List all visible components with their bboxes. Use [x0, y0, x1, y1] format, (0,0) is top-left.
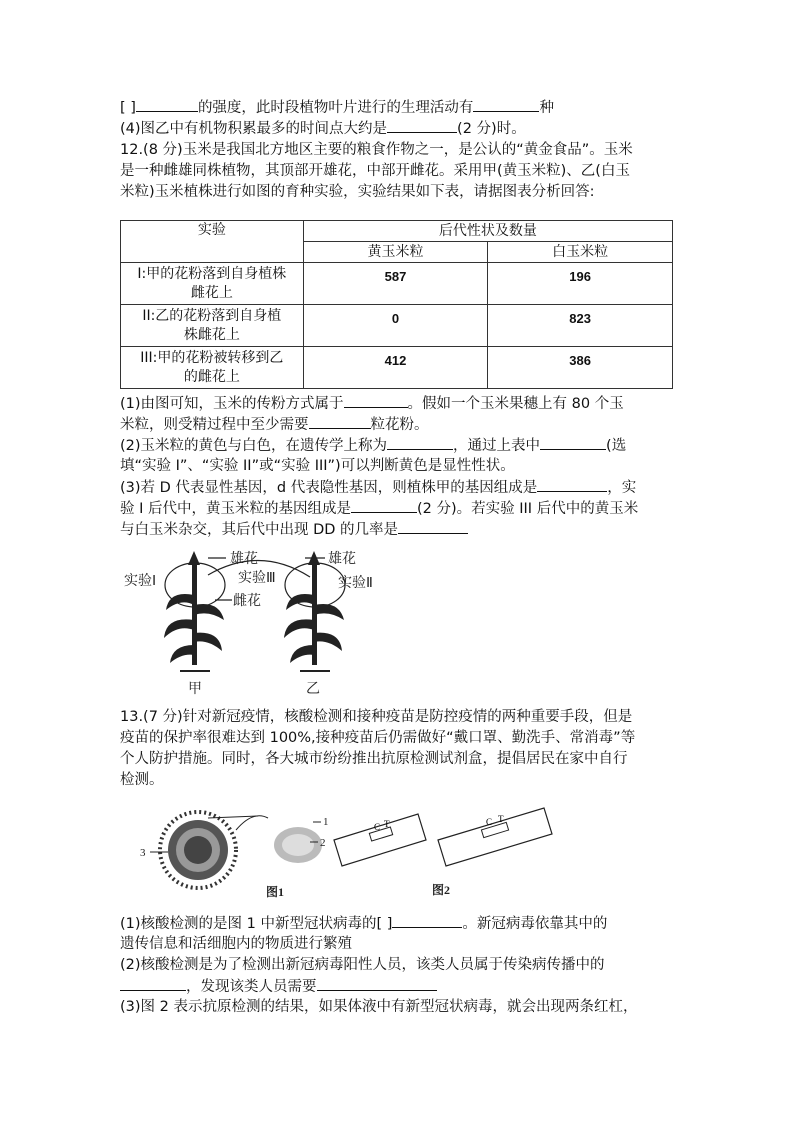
answer-blank[interactable] [136, 97, 198, 112]
answer-blank[interactable] [398, 519, 468, 534]
label-male-flower-right: 雄花 [328, 552, 356, 567]
answer-blank[interactable] [387, 118, 457, 133]
bracket-blank[interactable]: [ ] [120, 100, 136, 116]
antigen-test-kit-1 [334, 814, 426, 866]
cell-white: 196 [488, 263, 673, 305]
q13-part2-line-1: (2)核酸检测是为了检测出新冠病毒阳性人员，该类人员属于传染病传播中的 [120, 957, 605, 973]
q12-intro-line-1: 12.(8 分)玉米是我国北方地区主要的粮食作物之一，是公认的“黄金食品”。玉米 [120, 142, 633, 158]
q12-part3-line-3: 与白玉米杂交，其后代中出现 DD 的几率是 [120, 519, 468, 540]
cell-yellow: 0 [303, 305, 488, 347]
q13-part3-line-1: (3)图 2 表示抗原检测的结果，如果体液中有新型冠状病毒，就会出现两条红杠， [120, 999, 638, 1015]
table-row [121, 347, 673, 389]
q12-part3-line-1: (3)若 D 代表显性基因，d 代表隐性基因，则植株甲的基因组成是 ，实 [120, 477, 636, 498]
label-experiment-3: 实验Ⅲ [238, 571, 276, 586]
table-header-offspring: 后代性状及数量 [303, 221, 672, 242]
rna-strand-illustration [274, 822, 322, 863]
row-label: I:甲的花粉落到自身植株 雌花上 [121, 263, 304, 305]
q12-part2-line-1: (2)玉米粒的黄色与白色，在遗传学上称为 ，通过上表中 (选 [120, 435, 626, 456]
label-experiment-1: 实验Ⅰ [124, 574, 157, 589]
label-experiment-2: 实验Ⅱ [338, 576, 373, 591]
q13-intro-line-1: 13.(7 分)针对新冠疫情，核酸检测和接种疫苗是防控疫情的两种重要手段，但是 [120, 709, 633, 725]
answer-blank[interactable] [317, 976, 437, 991]
kit-mark-t: T [384, 819, 390, 829]
answer-blank[interactable] [537, 477, 607, 492]
experiment-results-table [120, 220, 673, 389]
kit-mark-c: C [486, 817, 493, 827]
coronavirus-illustration [150, 812, 268, 888]
answer-blank[interactable] [473, 97, 539, 112]
q11-continuation-line: [ ] 的强度，此时段植物叶片进行的生理活动有 种 [120, 97, 554, 118]
answer-blank[interactable] [540, 435, 606, 450]
cell-yellow: 412 [303, 347, 488, 389]
q12-part1-line-2: 米粒，则受精过程中至少需要 粒花粉。 [120, 414, 429, 435]
row-label: II:乙的花粉落到自身植 株雌花上 [121, 305, 304, 347]
label-1: 1 [323, 816, 329, 828]
q13-intro-line-2: 疫苗的保护率很难达到 100%,接种疫苗后仍需做好“戴口罩、勤洗手、常消毒”等 [120, 730, 636, 746]
cell-white: 386 [488, 347, 673, 389]
answer-blank[interactable] [309, 414, 371, 429]
label-male-flower-left: 雄花 [230, 552, 258, 567]
q11-part4-line: (4)图乙中有机物积累最多的时间点大约是 (2 分)时。 [120, 118, 526, 139]
q13-intro-line-4: 检测。 [120, 772, 164, 788]
caption-figure-2: 图2 [432, 883, 451, 897]
virus-and-test-kit-diagram [138, 800, 558, 900]
cell-white: 823 [488, 305, 673, 347]
answer-blank[interactable] [392, 913, 462, 928]
q13-intro-line-3: 个人防护措施。同时，各大城市纷纷推出抗原检测试剂盒，提倡居民在家中自行 [120, 751, 628, 767]
q12-part1-line-1: (1)由图可知，玉米的传粉方式属于 。假如一个玉米果穗上有 80 个玉 [120, 393, 624, 414]
label-2: 2 [320, 837, 326, 849]
answer-blank[interactable] [120, 976, 186, 991]
label-female-flower: 雌花 [233, 594, 261, 609]
q13-part1-line-1: (1)核酸检测的是图 1 中新型冠状病毒的[ ] 。新冠病毒依靠其中的 [120, 913, 607, 934]
label-plant-yi: 乙 [306, 682, 320, 697]
kit-mark-c: C [374, 822, 381, 832]
q13-part2-line-2: ，发现该类人员需要 [120, 976, 437, 997]
q12-intro-line-3: 米粒)玉米植株进行如图的育种实验，实验结果如下表，请据图表分析回答: [120, 184, 595, 200]
q12-part2-line-2: 填“实验 I”、“实验 II”或“实验 III”)可以判断黄色是显性性状。 [120, 458, 515, 474]
table-col-white: 白玉米粒 [488, 242, 673, 263]
table-row [121, 263, 673, 305]
q12-part3-line-2: 验 I 后代中，黄玉米粒的基因组成是 (2 分)。若实验 III 后代中的黄玉米 [120, 498, 638, 519]
kit-mark-t: T [498, 814, 504, 824]
table-col-yellow: 黄玉米粒 [303, 242, 488, 263]
label-plant-jia: 甲 [188, 682, 202, 697]
table-header-experiment: 实验 [121, 221, 304, 263]
answer-blank[interactable] [387, 435, 453, 450]
answer-blank[interactable] [351, 498, 417, 513]
label-3: 3 [140, 847, 146, 859]
caption-figure-1: 图1 [266, 885, 285, 899]
q13-part1-line-2: 遗传信息和活细胞内的物质进行繁殖 [120, 936, 352, 952]
corn-breeding-diagram [120, 545, 390, 697]
answer-blank[interactable] [344, 393, 408, 408]
antigen-test-kit-2 [438, 808, 552, 866]
cell-yellow: 587 [303, 263, 488, 305]
q12-intro-line-2: 是一种雌雄同株植物，其顶部开雄花，中部开雌花。采用甲(黄玉米粒)、乙(白玉 [120, 163, 630, 179]
table-row [121, 305, 673, 347]
row-label: III:甲的花粉被转移到乙 的雌花上 [121, 347, 304, 389]
